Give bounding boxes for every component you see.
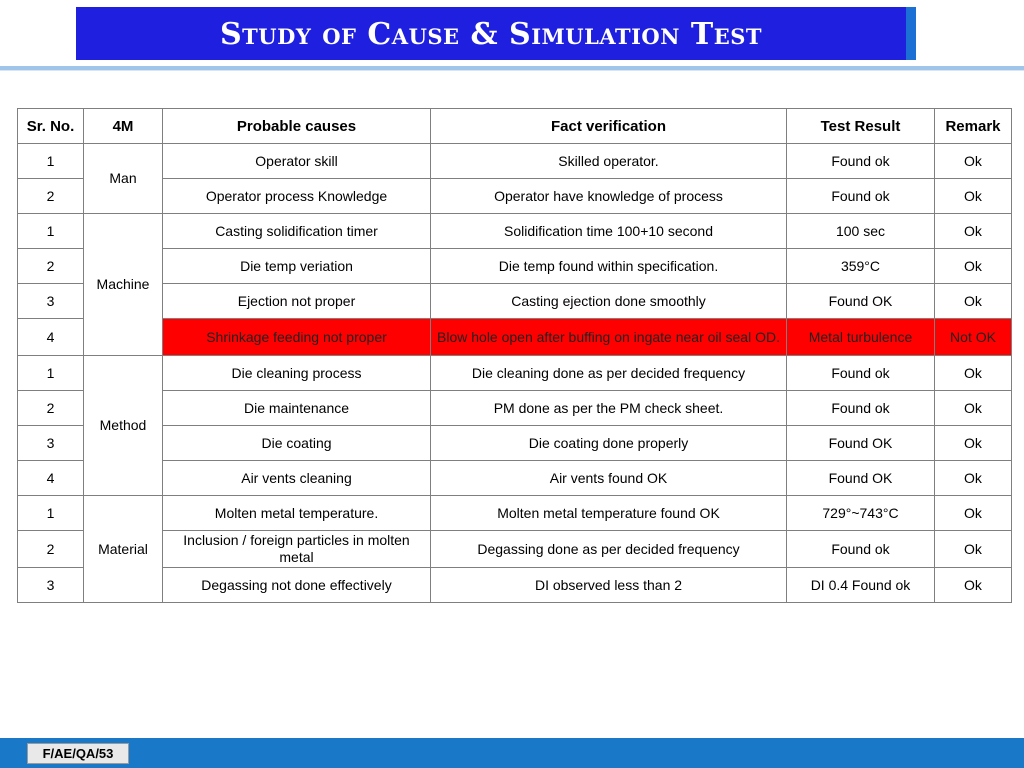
cell-sr-no: 3 (18, 426, 84, 461)
cell-remark: Ok (935, 568, 1012, 603)
cell-result: Metal turbulence (787, 319, 935, 356)
header-divider-light (0, 70, 1024, 71)
cell-fact: Skilled operator. (431, 144, 787, 179)
header-probable-causes: Probable causes (163, 109, 431, 144)
cell-fact: Blow hole open after buffing on ingate near oil seal OD. (431, 319, 787, 356)
table-row (18, 426, 1012, 461)
cell-result: Found ok (787, 356, 935, 391)
group-method: Method (84, 356, 163, 496)
cell-cause: Air vents cleaning (163, 461, 431, 496)
cell-fact: Die temp found within specification. (431, 249, 787, 284)
cell-fact: Molten metal temperature found OK (431, 496, 787, 531)
cause-analysis-table (17, 108, 1012, 603)
header-remark: Remark (935, 109, 1012, 144)
cell-remark: Ok (935, 179, 1012, 214)
cell-sr-no: 2 (18, 179, 84, 214)
table-header-row (18, 109, 1012, 144)
cell-cause: Shrinkage feeding not proper (163, 319, 431, 356)
cell-fact: Degassing done as per decided frequency (431, 531, 787, 568)
cell-sr-no: 2 (18, 391, 84, 426)
table-row (18, 214, 1012, 249)
cell-remark: Not OK (935, 319, 1012, 356)
cell-fact: Solidification time 100+10 second (431, 214, 787, 249)
cell-cause: Casting solidification timer (163, 214, 431, 249)
cell-remark: Ok (935, 426, 1012, 461)
cell-fact: Die coating done properly (431, 426, 787, 461)
form-code: F/AE/QA/53 (27, 743, 129, 764)
title-banner (76, 7, 916, 60)
cell-cause: Die temp veriation (163, 249, 431, 284)
page-title: Study of Cause & Simulation Test (220, 17, 762, 52)
cell-remark: Ok (935, 214, 1012, 249)
cell-result: Found OK (787, 426, 935, 461)
header-test-result: Test Result (787, 109, 935, 144)
table-row (18, 356, 1012, 391)
cell-sr-no: 1 (18, 144, 84, 179)
group-material: Material (84, 496, 163, 603)
cell-cause: Molten metal temperature. (163, 496, 431, 531)
table-row (18, 391, 1012, 426)
table-row-highlighted (18, 319, 1012, 356)
footer-bar (0, 738, 1024, 768)
cell-fact: Operator have knowledge of process (431, 179, 787, 214)
table-row (18, 496, 1012, 531)
table-row (18, 144, 1012, 179)
cell-result: 729°~743°C (787, 496, 935, 531)
cell-sr-no: 3 (18, 284, 84, 319)
cell-sr-no: 2 (18, 249, 84, 284)
cell-remark: Ok (935, 284, 1012, 319)
cell-remark: Ok (935, 249, 1012, 284)
cell-remark: Ok (935, 144, 1012, 179)
table-row (18, 249, 1012, 284)
cell-remark: Ok (935, 391, 1012, 426)
cell-sr-no: 1 (18, 496, 84, 531)
cell-cause: Operator skill (163, 144, 431, 179)
cell-fact: PM done as per the PM check sheet. (431, 391, 787, 426)
cell-result: Found ok (787, 179, 935, 214)
cell-result: Found OK (787, 284, 935, 319)
cell-remark: Ok (935, 461, 1012, 496)
cell-cause: Operator process Knowledge (163, 179, 431, 214)
cell-result: Found ok (787, 144, 935, 179)
cell-sr-no: 4 (18, 319, 84, 356)
cell-result: Found OK (787, 461, 935, 496)
cell-fact: Casting ejection done smoothly (431, 284, 787, 319)
header-sr-no: Sr. No. (18, 109, 84, 144)
cell-sr-no: 3 (18, 568, 84, 603)
cell-result: 359°C (787, 249, 935, 284)
header-4m: 4M (84, 109, 163, 144)
table-row (18, 568, 1012, 603)
cell-remark: Ok (935, 531, 1012, 568)
cell-cause: Die maintenance (163, 391, 431, 426)
group-machine: Machine (84, 214, 163, 356)
table-row (18, 284, 1012, 319)
table-row (18, 179, 1012, 214)
cell-result: Found ok (787, 391, 935, 426)
cell-remark: Ok (935, 356, 1012, 391)
cell-result: Found ok (787, 531, 935, 568)
header-fact-verification: Fact verification (431, 109, 787, 144)
table-row (18, 461, 1012, 496)
group-man: Man (84, 144, 163, 214)
cell-fact: Air vents found OK (431, 461, 787, 496)
cell-sr-no: 2 (18, 531, 84, 568)
cell-fact: Die cleaning done as per decided frequency (431, 356, 787, 391)
title-accent (906, 7, 916, 60)
cell-remark: Ok (935, 496, 1012, 531)
cell-cause: Die cleaning process (163, 356, 431, 391)
cell-sr-no: 1 (18, 356, 84, 391)
cell-cause: Ejection not proper (163, 284, 431, 319)
cell-sr-no: 4 (18, 461, 84, 496)
cell-result: 100 sec (787, 214, 935, 249)
cell-cause: Die coating (163, 426, 431, 461)
table-row (18, 531, 1012, 568)
cell-fact: DI observed less than 2 (431, 568, 787, 603)
cell-cause: Inclusion / foreign particles in molten metal (163, 531, 431, 568)
cell-result: DI 0.4 Found ok (787, 568, 935, 603)
cell-sr-no: 1 (18, 214, 84, 249)
cell-cause: Degassing not done effectively (163, 568, 431, 603)
